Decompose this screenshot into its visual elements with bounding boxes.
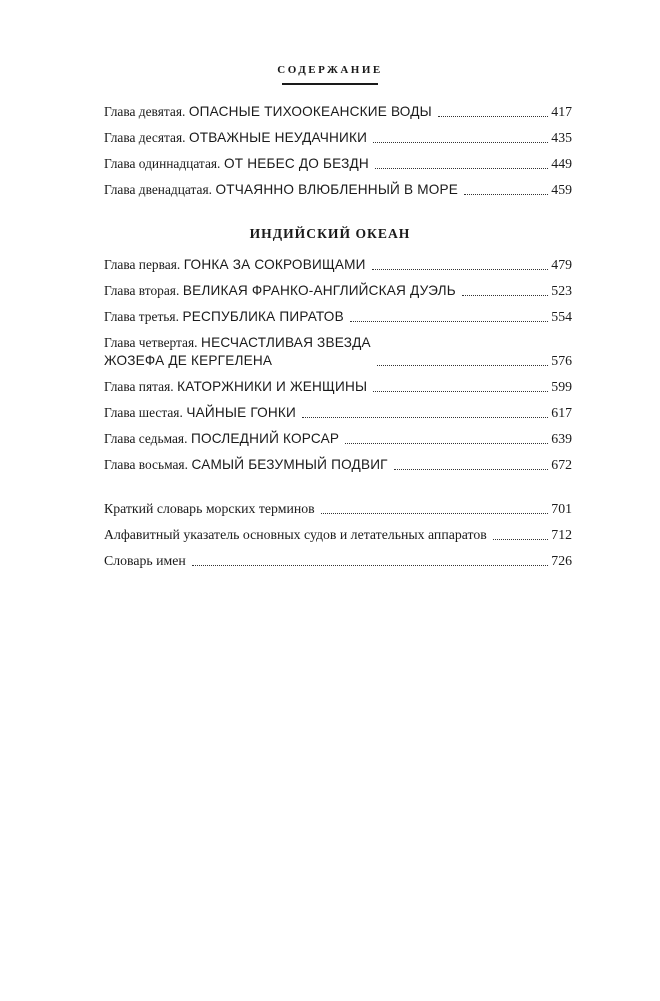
page-number: 617: [551, 405, 572, 420]
page-number: 459: [551, 182, 572, 197]
chapter-label: Глава первая.: [104, 257, 181, 272]
dot-leader: [192, 565, 549, 566]
page-number: 523: [551, 283, 572, 298]
page-number: 449: [551, 156, 572, 171]
toc-appendix: [104, 492, 572, 570]
toc-entry[interactable]: [104, 147, 572, 173]
page-number: 554: [551, 309, 572, 324]
page-header: СОДЕРЖАНИЕ: [277, 64, 383, 76]
page-number: 576: [551, 353, 572, 368]
chapter-title: ЧАЙНЫЕ ГОНКИ: [186, 405, 297, 420]
chapter-title: ОТ НЕБЕС ДО БЕЗДН: [223, 156, 369, 171]
toc-entry[interactable]: [104, 448, 572, 474]
chapter-label: Глава одиннадцатая.: [104, 156, 221, 171]
page-number: 701: [551, 501, 572, 516]
toc-indian: [104, 248, 572, 474]
header-rule: [282, 83, 378, 85]
toc-entry[interactable]: [104, 544, 572, 570]
chapter-label: Глава седьмая.: [104, 431, 188, 446]
toc-entry[interactable]: [104, 518, 572, 544]
dot-leader: [373, 142, 548, 143]
dot-leader: [375, 168, 548, 169]
dot-leader: [350, 321, 548, 322]
dot-leader: [372, 269, 549, 270]
chapter-title: ПОСЛЕДНИЙ КОРСАР: [190, 431, 340, 446]
toc-entry[interactable]: [104, 300, 572, 326]
appendix-title: Краткий словарь морских терминов: [104, 501, 315, 516]
page-number: 599: [551, 379, 572, 394]
chapter-label: Глава вторая.: [104, 283, 180, 298]
chapter-label: Глава четвертая.: [104, 335, 198, 350]
appendix-title: Словарь имен: [104, 553, 186, 568]
page-number: 726: [551, 553, 572, 568]
page-number: 712: [551, 527, 572, 542]
toc-entry[interactable]: [104, 492, 572, 518]
chapter-label: Глава десятая.: [104, 130, 186, 145]
dot-leader: [462, 295, 548, 296]
chapter-title: ГОНКА ЗА СОКРОВИЩАМИ: [183, 257, 366, 272]
dot-leader: [438, 116, 548, 117]
dot-leader: [321, 513, 549, 514]
dot-leader: [345, 443, 548, 444]
dot-leader: [493, 539, 549, 540]
page-number: 417: [551, 104, 572, 119]
page-number: 672: [551, 457, 572, 472]
toc-entry[interactable]: [104, 121, 572, 147]
page-number: 435: [551, 130, 572, 145]
section-title-indian-ocean: ИНДИЙСКИЙ ОКЕАН: [249, 226, 411, 241]
dot-leader: [464, 194, 548, 195]
toc-entry[interactable]: [104, 422, 572, 448]
dot-leader: [377, 365, 549, 366]
toc-entry[interactable]: [104, 396, 572, 422]
chapter-label: Глава восьмая.: [104, 457, 188, 472]
toc-entry[interactable]: [104, 95, 572, 121]
toc-entry[interactable]: [104, 248, 572, 274]
toc-entry[interactable]: [104, 326, 572, 370]
page-number: 639: [551, 431, 572, 446]
appendix-title: Алфавитный указатель основных судов и летательных аппаратов: [104, 527, 487, 542]
chapter-label: Глава двенадцатая.: [104, 182, 212, 197]
page-number: 479: [551, 257, 572, 272]
chapter-title: РЕСПУБЛИКА ПИРАТОВ: [182, 309, 344, 324]
toc-entry[interactable]: [104, 274, 572, 300]
chapter-title: ОТЧАЯННО ВЛЮБЛЕННЫЙ В МОРЕ: [215, 182, 459, 197]
dot-leader: [373, 391, 548, 392]
chapter-title: ОТВАЖНЫЕ НЕУДАЧНИКИ: [189, 130, 368, 145]
chapter-title: САМЫЙ БЕЗУМНЫЙ ПОДВИГ: [191, 457, 388, 472]
dot-leader: [302, 417, 548, 418]
chapter-label: Глава третья.: [104, 309, 179, 324]
chapter-label: Глава шестая.: [104, 405, 183, 420]
dot-leader: [394, 469, 549, 470]
chapter-label: Глава девятая.: [104, 104, 186, 119]
toc-entry[interactable]: [104, 370, 572, 396]
chapter-title: КАТОРЖНИКИ И ЖЕНЩИНЫ: [177, 379, 368, 394]
chapter-title: НЕСЧАСТЛИВАЯ ЗВЕЗДА: [201, 335, 371, 350]
chapter-title: ВЕЛИКАЯ ФРАНКО-АНГЛИЙСКАЯ ДУЭЛЬ: [182, 283, 456, 298]
toc-entry[interactable]: [104, 173, 572, 199]
chapter-title: ОПАСНЫЕ ТИХООКЕАНСКИЕ ВОДЫ: [188, 104, 432, 119]
chapter-title-line2: ЖОЗЕФА ДЕ КЕРГЕЛЕНА: [104, 353, 273, 368]
chapter-label: Глава пятая.: [104, 379, 174, 394]
toc-pacific: [104, 95, 572, 199]
